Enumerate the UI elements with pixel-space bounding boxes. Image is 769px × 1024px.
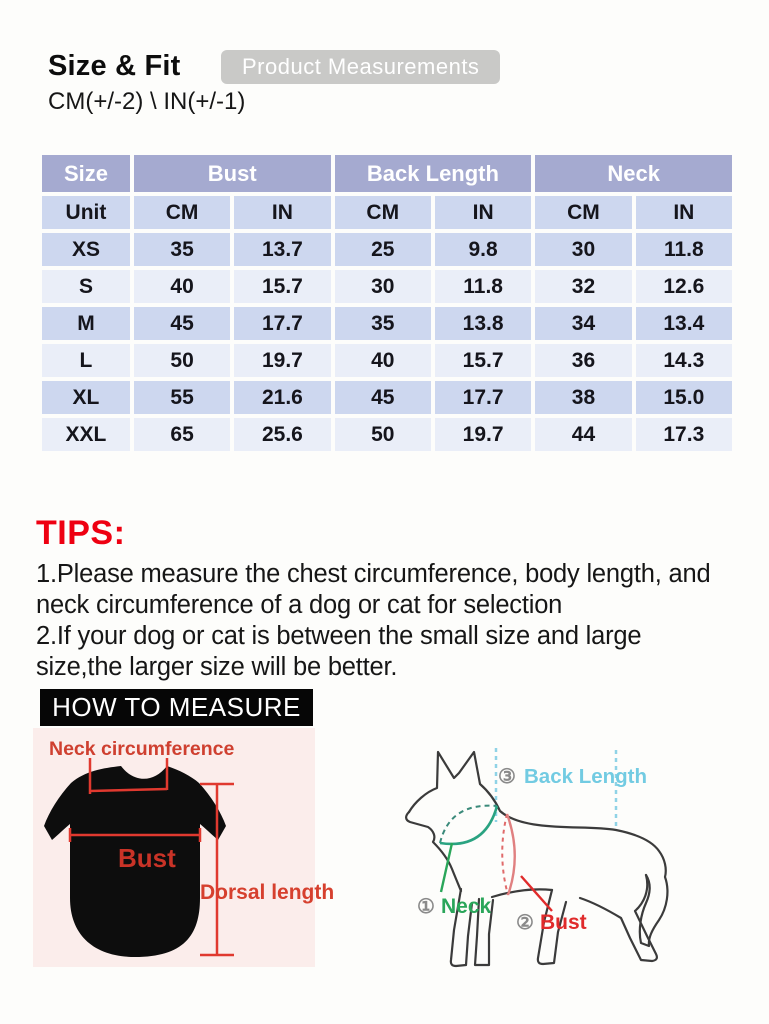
table-cell: 17.3 — [636, 418, 732, 451]
table-cell: 45 — [134, 307, 230, 340]
table-cell: 55 — [134, 381, 230, 414]
tips-line-2: neck circumference of a dog or cat for selection — [36, 591, 563, 619]
tips-heading: TIPS: — [36, 514, 126, 552]
table-cell: 32 — [535, 270, 631, 303]
bust-pointer-line — [521, 876, 552, 911]
bust-band — [502, 814, 515, 895]
table-cell: CM — [335, 196, 431, 229]
neck-number-icon: ① — [417, 896, 435, 918]
table-cell: M — [42, 307, 130, 340]
table-row-xs — [42, 233, 732, 266]
table-cell: 45 — [335, 381, 431, 414]
table-cell: 15.0 — [636, 381, 732, 414]
table-row-l — [42, 344, 732, 377]
tips-line-1: 1.Please measure the chest circumference, body length, and — [36, 560, 711, 588]
back-length-guides — [496, 748, 616, 828]
tips-line-3: 2.If your dog or cat is between the small size and large — [36, 622, 642, 650]
table-cell: 44 — [535, 418, 631, 451]
table-cell: IN — [435, 196, 531, 229]
product-measurements-badge: Product Measurements — [221, 50, 500, 84]
col-header-bust: Bust — [134, 155, 331, 192]
table-cell: 30 — [535, 233, 631, 266]
table-cell: IN — [234, 196, 330, 229]
col-header-back-length: Back Length — [335, 155, 532, 192]
col-header-size: Size — [42, 155, 130, 192]
table-row-unit — [42, 196, 732, 229]
table-cell: 13.4 — [636, 307, 732, 340]
table-cell: 15.7 — [435, 344, 531, 377]
table-cell: CM — [134, 196, 230, 229]
dorsal-length-label: Dorsal length — [200, 881, 335, 904]
table-group-header-row — [42, 155, 732, 192]
dog-back-length-label: Back Length — [524, 765, 648, 788]
table-cell: 11.8 — [435, 270, 531, 303]
size-table — [38, 151, 736, 455]
table-cell: 40 — [335, 344, 431, 377]
table-row-xl — [42, 381, 732, 414]
table-row-m — [42, 307, 732, 340]
table-cell: 35 — [335, 307, 431, 340]
how-to-measure-banner: HOW TO MEASURE — [40, 689, 313, 726]
table-cell: 19.7 — [234, 344, 330, 377]
table-cell: L — [42, 344, 130, 377]
table-cell: 34 — [535, 307, 631, 340]
table-cell: S — [42, 270, 130, 303]
table-cell: XL — [42, 381, 130, 414]
neck-circumference-label: Neck circumference — [49, 738, 235, 760]
table-cell: 13.8 — [435, 307, 531, 340]
dog-bust-label: Bust — [540, 911, 587, 934]
shirt-measure-diagram — [33, 728, 335, 970]
table-cell: 17.7 — [234, 307, 330, 340]
tips-line-4: size,the larger size will be better. — [36, 653, 398, 681]
table-cell: 19.7 — [435, 418, 531, 451]
table-cell: 21.6 — [234, 381, 330, 414]
dog-measure-diagram — [395, 740, 767, 1020]
tolerance-note: CM(+/-2) \ IN(+/-1) — [48, 88, 246, 115]
table-cell: 25.6 — [234, 418, 330, 451]
table-cell: 25 — [335, 233, 431, 266]
shirt-bust-label: Bust — [118, 843, 176, 873]
table-cell: 35 — [134, 233, 230, 266]
bust-number-icon: ② — [516, 912, 534, 934]
table-row-s — [42, 270, 732, 303]
col-header-neck: Neck — [535, 155, 732, 192]
table-cell: IN — [636, 196, 732, 229]
table-cell: 30 — [335, 270, 431, 303]
table-cell: XXL — [42, 418, 130, 451]
table-cell: 12.6 — [636, 270, 732, 303]
page-title: Size & Fit — [48, 50, 181, 82]
table-cell: 9.8 — [435, 233, 531, 266]
dog-neck-label: Neck — [441, 895, 492, 918]
back-length-number-icon: ③ — [498, 766, 516, 788]
table-cell: 65 — [134, 418, 230, 451]
table-row-xxl — [42, 418, 732, 451]
table-cell: XS — [42, 233, 130, 266]
table-cell: 15.7 — [234, 270, 330, 303]
table-cell: 38 — [535, 381, 631, 414]
table-cell: Unit — [42, 196, 130, 229]
table-cell: CM — [535, 196, 631, 229]
table-cell: 50 — [134, 344, 230, 377]
table-cell: 11.8 — [636, 233, 732, 266]
table-cell: 14.3 — [636, 344, 732, 377]
table-cell: 13.7 — [234, 233, 330, 266]
table-cell: 36 — [535, 344, 631, 377]
table-cell: 40 — [134, 270, 230, 303]
table-cell: 50 — [335, 418, 431, 451]
tips-text — [36, 559, 751, 683]
table-cell: 17.7 — [435, 381, 531, 414]
neck-band — [440, 806, 497, 844]
